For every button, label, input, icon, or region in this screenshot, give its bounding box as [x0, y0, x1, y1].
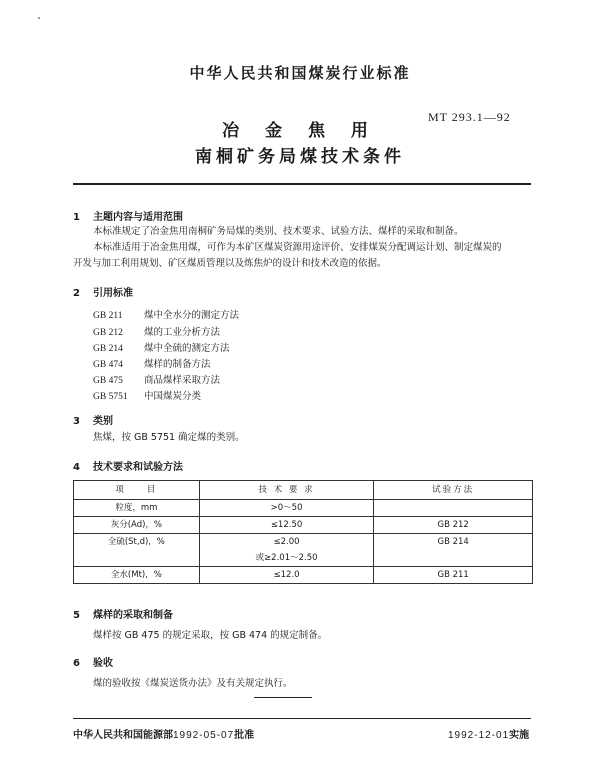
- approval-label: 批准: [234, 730, 255, 741]
- table-header-row: [74, 481, 533, 500]
- table-row: [74, 534, 533, 567]
- cell-item: 全硫(St,d)，%: [74, 534, 200, 567]
- column-header-method: 试验方法: [374, 481, 533, 500]
- section-5-heading: [73, 606, 173, 621]
- cell-item: 全水(Mt)，%: [74, 567, 200, 584]
- reference-name: 煤中全水分的测定方法: [144, 310, 240, 321]
- cell-requirement: ≤12.0: [199, 567, 374, 584]
- reference-code: GB 5751: [93, 392, 128, 402]
- column-header-requirement: 技 术 要 求: [199, 481, 374, 500]
- section-number: 4: [73, 462, 80, 473]
- column-header-item: 项 目: [74, 481, 200, 500]
- table-row: [74, 567, 533, 584]
- technical-requirements-table: [73, 480, 533, 584]
- cell-requirement: >0～50: [199, 500, 374, 517]
- reference-name: 商品煤样采取方法: [144, 375, 221, 386]
- section-title: 引用标准: [93, 288, 133, 299]
- section-number: 5: [73, 610, 80, 621]
- section-3-body: 焦煤，按 GB 5751 确定煤的类别。: [93, 432, 245, 443]
- requirement-line: ≤2.00: [273, 537, 300, 547]
- approval-info: [73, 726, 254, 741]
- cell-method: GB 211: [374, 567, 533, 584]
- section-title: 煤样的采取和制备: [93, 610, 173, 621]
- section-5-body: 煤样按 GB 475 的规定采取，按 GB 474 的规定制备。: [93, 630, 328, 641]
- paragraph: 本标准规定了冶金焦用南桐矿务局煤的类别、技术要求、试验方法、煤样的采取和制备。: [93, 226, 464, 237]
- reference-name: 煤的工业分析方法: [144, 327, 221, 338]
- issuing-organization: 中华人民共和国煤炭行业标准: [189, 64, 411, 82]
- header-divider: [73, 183, 531, 185]
- cell-requirement: ≤12.50: [199, 517, 374, 534]
- section-number: 3: [73, 416, 80, 427]
- cell-item: 灰分(Ad)，%: [74, 517, 200, 534]
- reference-code: GB 474: [93, 360, 123, 370]
- standard-code: MT 293.1—92: [428, 110, 511, 124]
- reference-code: GB 212: [93, 328, 123, 338]
- footer-divider: [73, 718, 531, 719]
- cell-item: 粒度，mm: [74, 500, 200, 517]
- section-1-heading: [73, 208, 183, 223]
- section-4-heading: [73, 458, 183, 473]
- reference-item: [93, 307, 239, 321]
- reference-item: [93, 324, 220, 338]
- table-row: [74, 517, 533, 534]
- reference-item: [93, 356, 211, 370]
- section-3-heading: [73, 412, 113, 427]
- section-6-body: 煤的验收按《煤炭送货办法》及有关规定执行。: [93, 678, 293, 689]
- section-title: 技术要求和试验方法: [93, 462, 183, 473]
- reference-name: 煤样的制备方法: [144, 359, 211, 370]
- section-1-body: [73, 224, 502, 272]
- reference-code: GB 211: [93, 311, 123, 321]
- cell-method: GB 212: [374, 517, 533, 534]
- cell-method: GB 214: [374, 534, 533, 567]
- section-title: 主题内容与适用范围: [93, 212, 183, 223]
- section-title: 类别: [93, 416, 113, 427]
- reference-name: 煤中全硫的测定方法: [144, 343, 230, 354]
- reference-code: GB 475: [93, 376, 123, 386]
- section-number: 6: [73, 658, 80, 669]
- reference-item: [93, 340, 230, 354]
- section-2-heading: [73, 284, 133, 299]
- paragraph-continuation: 开发与加工利用规划、矿区煤质管理以及炼焦炉的设计和技术改造的依据。: [73, 258, 387, 269]
- section-number: 1: [73, 212, 80, 223]
- reference-code: GB 214: [93, 344, 123, 354]
- scan-speck: [38, 17, 40, 19]
- reference-item: [93, 372, 220, 386]
- table-row: [74, 500, 533, 517]
- approval-date: 1992-05-07: [173, 730, 235, 741]
- section-title: 验收: [93, 658, 113, 669]
- requirement-line-alt: 或≥2.01～2.50: [255, 553, 318, 563]
- section-number: 2: [73, 288, 80, 299]
- cell-method: [374, 500, 533, 517]
- document-title-line1: 冶 金 焦 用: [222, 121, 378, 141]
- paragraph: 本标准适用于冶金焦用煤，可作为本矿区煤炭资源用途评价、安排煤炭分配调运计划、制定煤炭的: [93, 242, 502, 253]
- reference-item: [93, 388, 201, 402]
- approving-authority: 中华人民共和国能源部: [73, 730, 173, 741]
- document-title-line2: 南桐矿务局煤技术条件: [195, 147, 405, 167]
- implementation-date: 1992-12-01: [448, 730, 510, 741]
- section-6-heading: [73, 654, 113, 669]
- end-of-text-rule: [254, 697, 312, 698]
- cell-requirement: [199, 534, 374, 567]
- implementation-label: 实施: [509, 730, 530, 741]
- reference-name: 中国煤炭分类: [144, 391, 202, 402]
- implementation-info: [448, 726, 529, 741]
